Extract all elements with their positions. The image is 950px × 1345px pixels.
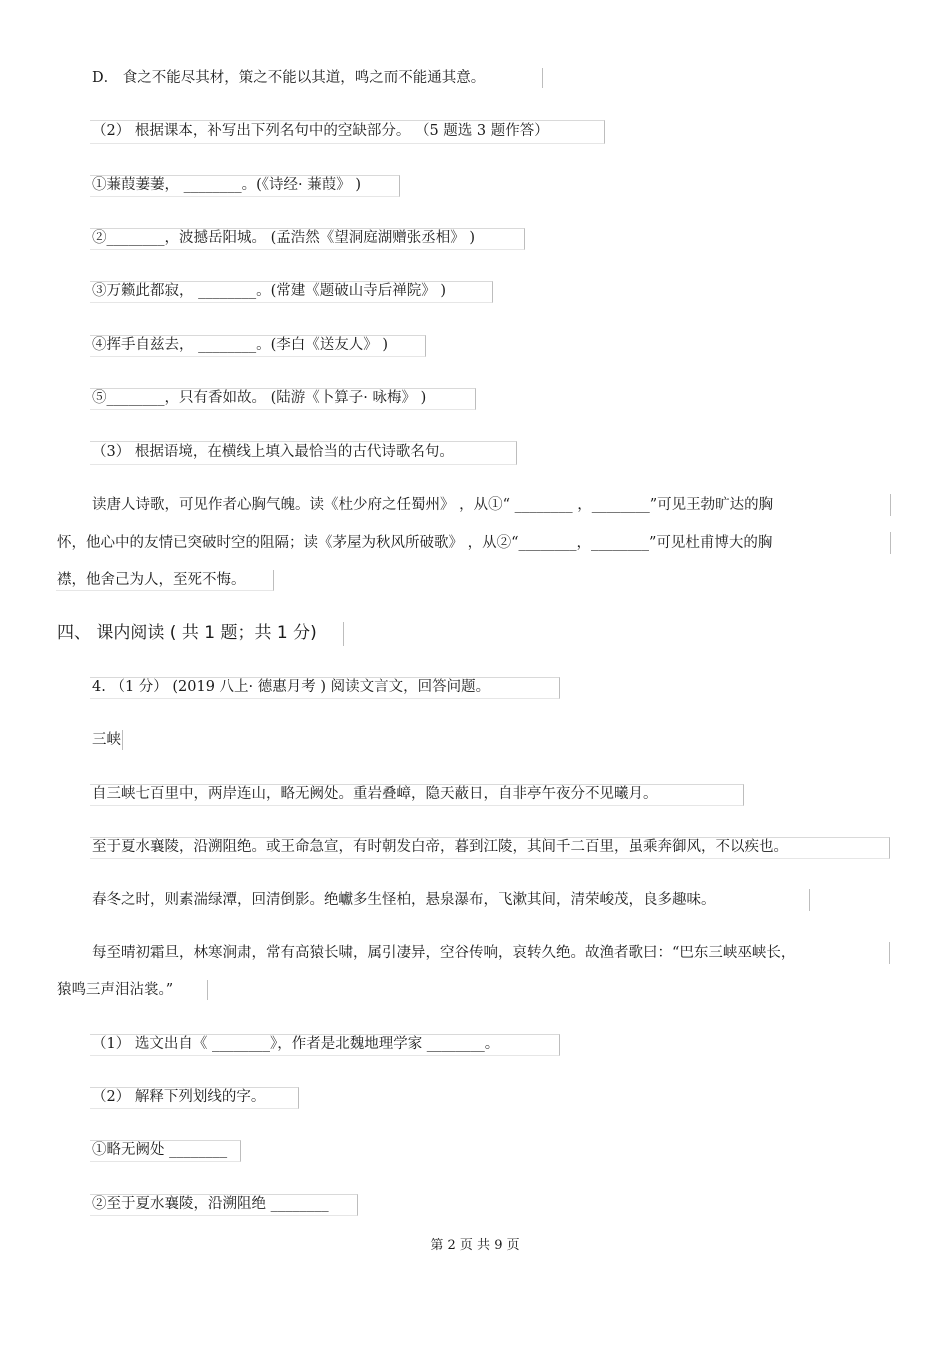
fill-blank-1: ①蒹葭萋萋， ________。(《诗经· 蒹葭》 ): [92, 177, 361, 193]
question-3-passage-line: 襟，他舍己为人，至死不悔。: [57, 572, 246, 588]
section-4-heading: 四、 课内阅读 ( 共 1 题；共 1 分): [57, 623, 317, 643]
question-4-2-item: ①略无阙处 ________: [92, 1142, 228, 1158]
fill-blank-2: ②________，波撼岳阳城。 (孟浩然《望洞庭湖赠张丞相》 ): [92, 230, 476, 246]
passage-title: 三峡: [92, 732, 121, 748]
question-4-1: （1） 选文出自《 ________》，作者是北魏地理学家 ________。: [92, 1036, 500, 1052]
passage-paragraph: 至于夏水襄陵，沿溯阻绝。或王命急宣，有时朝发白帝，暮到江陵，其间千二百里，虽乘奔御风，不以疾也。: [92, 839, 788, 855]
question-4-2: （2） 解释下列划线的字。: [92, 1089, 266, 1105]
fill-blank-4: ④挥手自兹去， ________。(李白《送友人》 ): [92, 337, 389, 353]
question-4-2-item: ②至于夏水襄陵，沿溯阻绝 ________: [92, 1196, 329, 1212]
page-footer: 第 2 页 共 9 页: [430, 1238, 520, 1253]
option-d: D． 食之不能尽其材，策之不能以其道，鸣之而不能通其意。: [92, 70, 486, 86]
passage-paragraph: 春冬之时，则素湍绿潭，回清倒影。绝巘多生怪柏，悬泉瀑布，飞漱其间，清荣峻茂，良多趣味。: [92, 892, 716, 908]
question-3-heading: （3） 根据语境，在横线上填入最恰当的古代诗歌名句。: [92, 444, 454, 460]
fill-blank-3: ③万籁此都寂， ________。(常建《题破山寺后禅院》 ): [92, 283, 447, 299]
question-3-passage-line: 读唐人诗歌，可见作者心胸气魄。读《杜少府之任蜀州》 ，从①“ ________ ，________”可见王勃旷达的胸: [92, 497, 774, 513]
passage-paragraph: 每至晴初霜旦，林寒涧肃，常有高猿长啸，属引凄异，空谷传响，哀转久绝。故渔者歌曰：“巴东三峡巫峡长，: [92, 945, 796, 961]
passage-paragraph: 猿鸣三声泪沾裳。”: [57, 982, 174, 998]
question-4-heading: 4. （1 分） (2019 八上· 德惠月考 ) 阅读文言文，回答问题。: [92, 679, 491, 695]
question-3-passage-line: 怀，他心中的友情已突破时空的阻隔；读《茅屋为秋风所破歌》 ，从②“________，________”可见杜甫博大的胸: [57, 535, 773, 551]
passage-paragraph: 自三峡七百里中，两岸连山，略无阙处。重岩叠嶂，隐天蔽日，自非亭午夜分不见曦月。: [92, 786, 658, 802]
question-2-heading: （2） 根据课本，补写出下列名句中的空缺部分。 （5 题选 3 题作答）: [92, 123, 549, 139]
fill-blank-5: ⑤________，只有香如故。 (陆游《卜算子· 咏梅》 ): [92, 390, 427, 406]
